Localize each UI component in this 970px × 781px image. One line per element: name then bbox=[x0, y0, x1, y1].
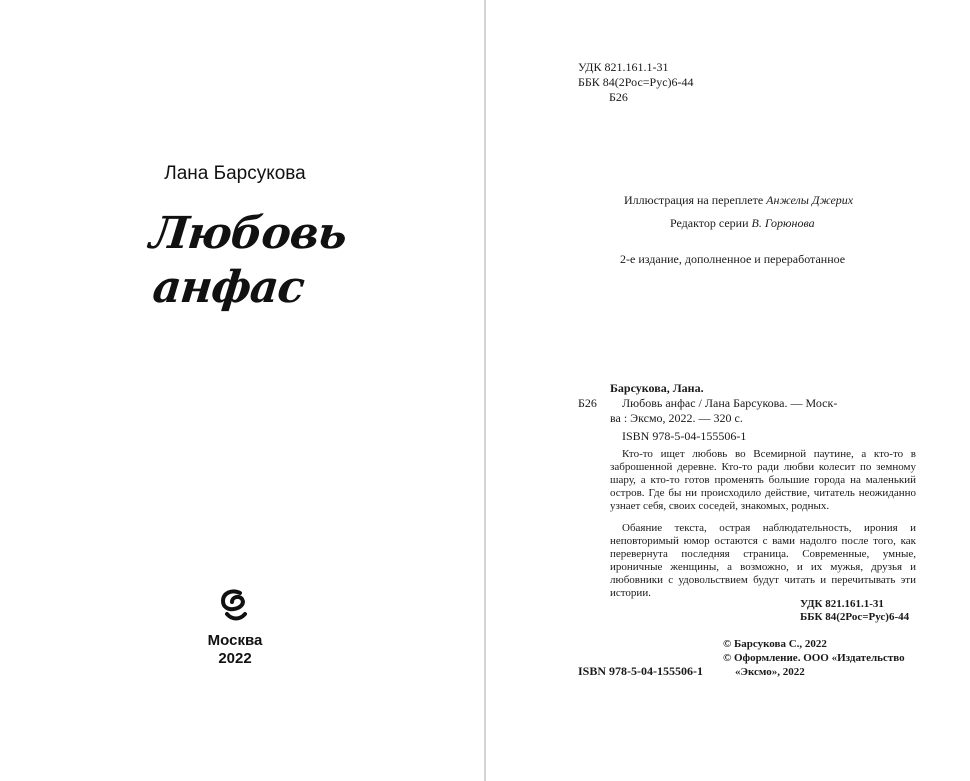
top-author-code: Б26 bbox=[609, 90, 628, 104]
catalog-author: Барсукова, Лана. bbox=[610, 381, 704, 395]
bottom-bbk: ББК 84(2Рос=Рус)6-44 bbox=[800, 611, 910, 623]
left-page bbox=[0, 0, 484, 781]
publication-city: Москва bbox=[207, 632, 263, 649]
book-title-line-2: анфас bbox=[150, 262, 307, 313]
illustration-credit bbox=[624, 193, 853, 208]
illustrator-name: Анжелы Джерих bbox=[766, 193, 854, 207]
catalog-line-1: Любовь анфас / Лана Барсукова. — Моск- bbox=[622, 396, 838, 410]
bottom-udk: УДК 821.161.1-31 bbox=[800, 598, 884, 610]
illustration-prefix: Иллюстрация на переплете bbox=[624, 193, 764, 207]
editor-name: В. Горюнова bbox=[751, 216, 815, 230]
eksmo-logo-icon bbox=[218, 587, 250, 627]
book-title-line-1: Любовь bbox=[147, 208, 349, 259]
annotation-paragraph-2: Обаяние текста, острая наблюдательность, ирония и неповторимый юмор остаются с вами надолго после того, как перевернута последняя страница. Современные, умные, ироничные женщины, а возможно, и их мужья, друзья и любовники с удовольствием будут читать и перечитывать эти истории. bbox=[610, 522, 916, 599]
author-name: Лана Барсукова bbox=[164, 163, 306, 184]
copyright-publisher: «Эксмо», 2022 bbox=[735, 666, 805, 678]
editor-credit bbox=[670, 216, 815, 231]
catalog-line-2: ва : Эксмо, 2022. — 320 с. bbox=[610, 411, 743, 425]
right-page bbox=[486, 0, 970, 781]
annotation-paragraph-1: Кто-то ищет любовь во Всемирной паутине, а кто-то в заброшенной деревне. Кто-то ради любви колесит по земному шару, а кто-то готов променять большие города на маленький остров. Где бы ни происходило действие, читатель неожиданно узнает себя, своих соседей, знакомых, родных. bbox=[610, 448, 916, 512]
editor-prefix: Редактор серии bbox=[670, 216, 749, 230]
edition-note: 2-е издание, дополненное и переработанное bbox=[620, 252, 846, 266]
catalog-code: Б26 bbox=[578, 396, 597, 410]
copyright-author: © Барсукова С., 2022 bbox=[723, 638, 827, 650]
copyright-design: © Оформление. ООО «Издательство bbox=[723, 652, 905, 664]
catalog-isbn: ISBN 978-5-04-155506-1 bbox=[622, 429, 747, 443]
top-udk: УДК 821.161.1-31 bbox=[578, 60, 669, 74]
bottom-isbn: ISBN 978-5-04-155506-1 bbox=[578, 664, 703, 678]
publication-year: 2022 bbox=[218, 650, 252, 667]
top-bbk: ББК 84(2Рос=Рус)6-44 bbox=[578, 75, 694, 89]
